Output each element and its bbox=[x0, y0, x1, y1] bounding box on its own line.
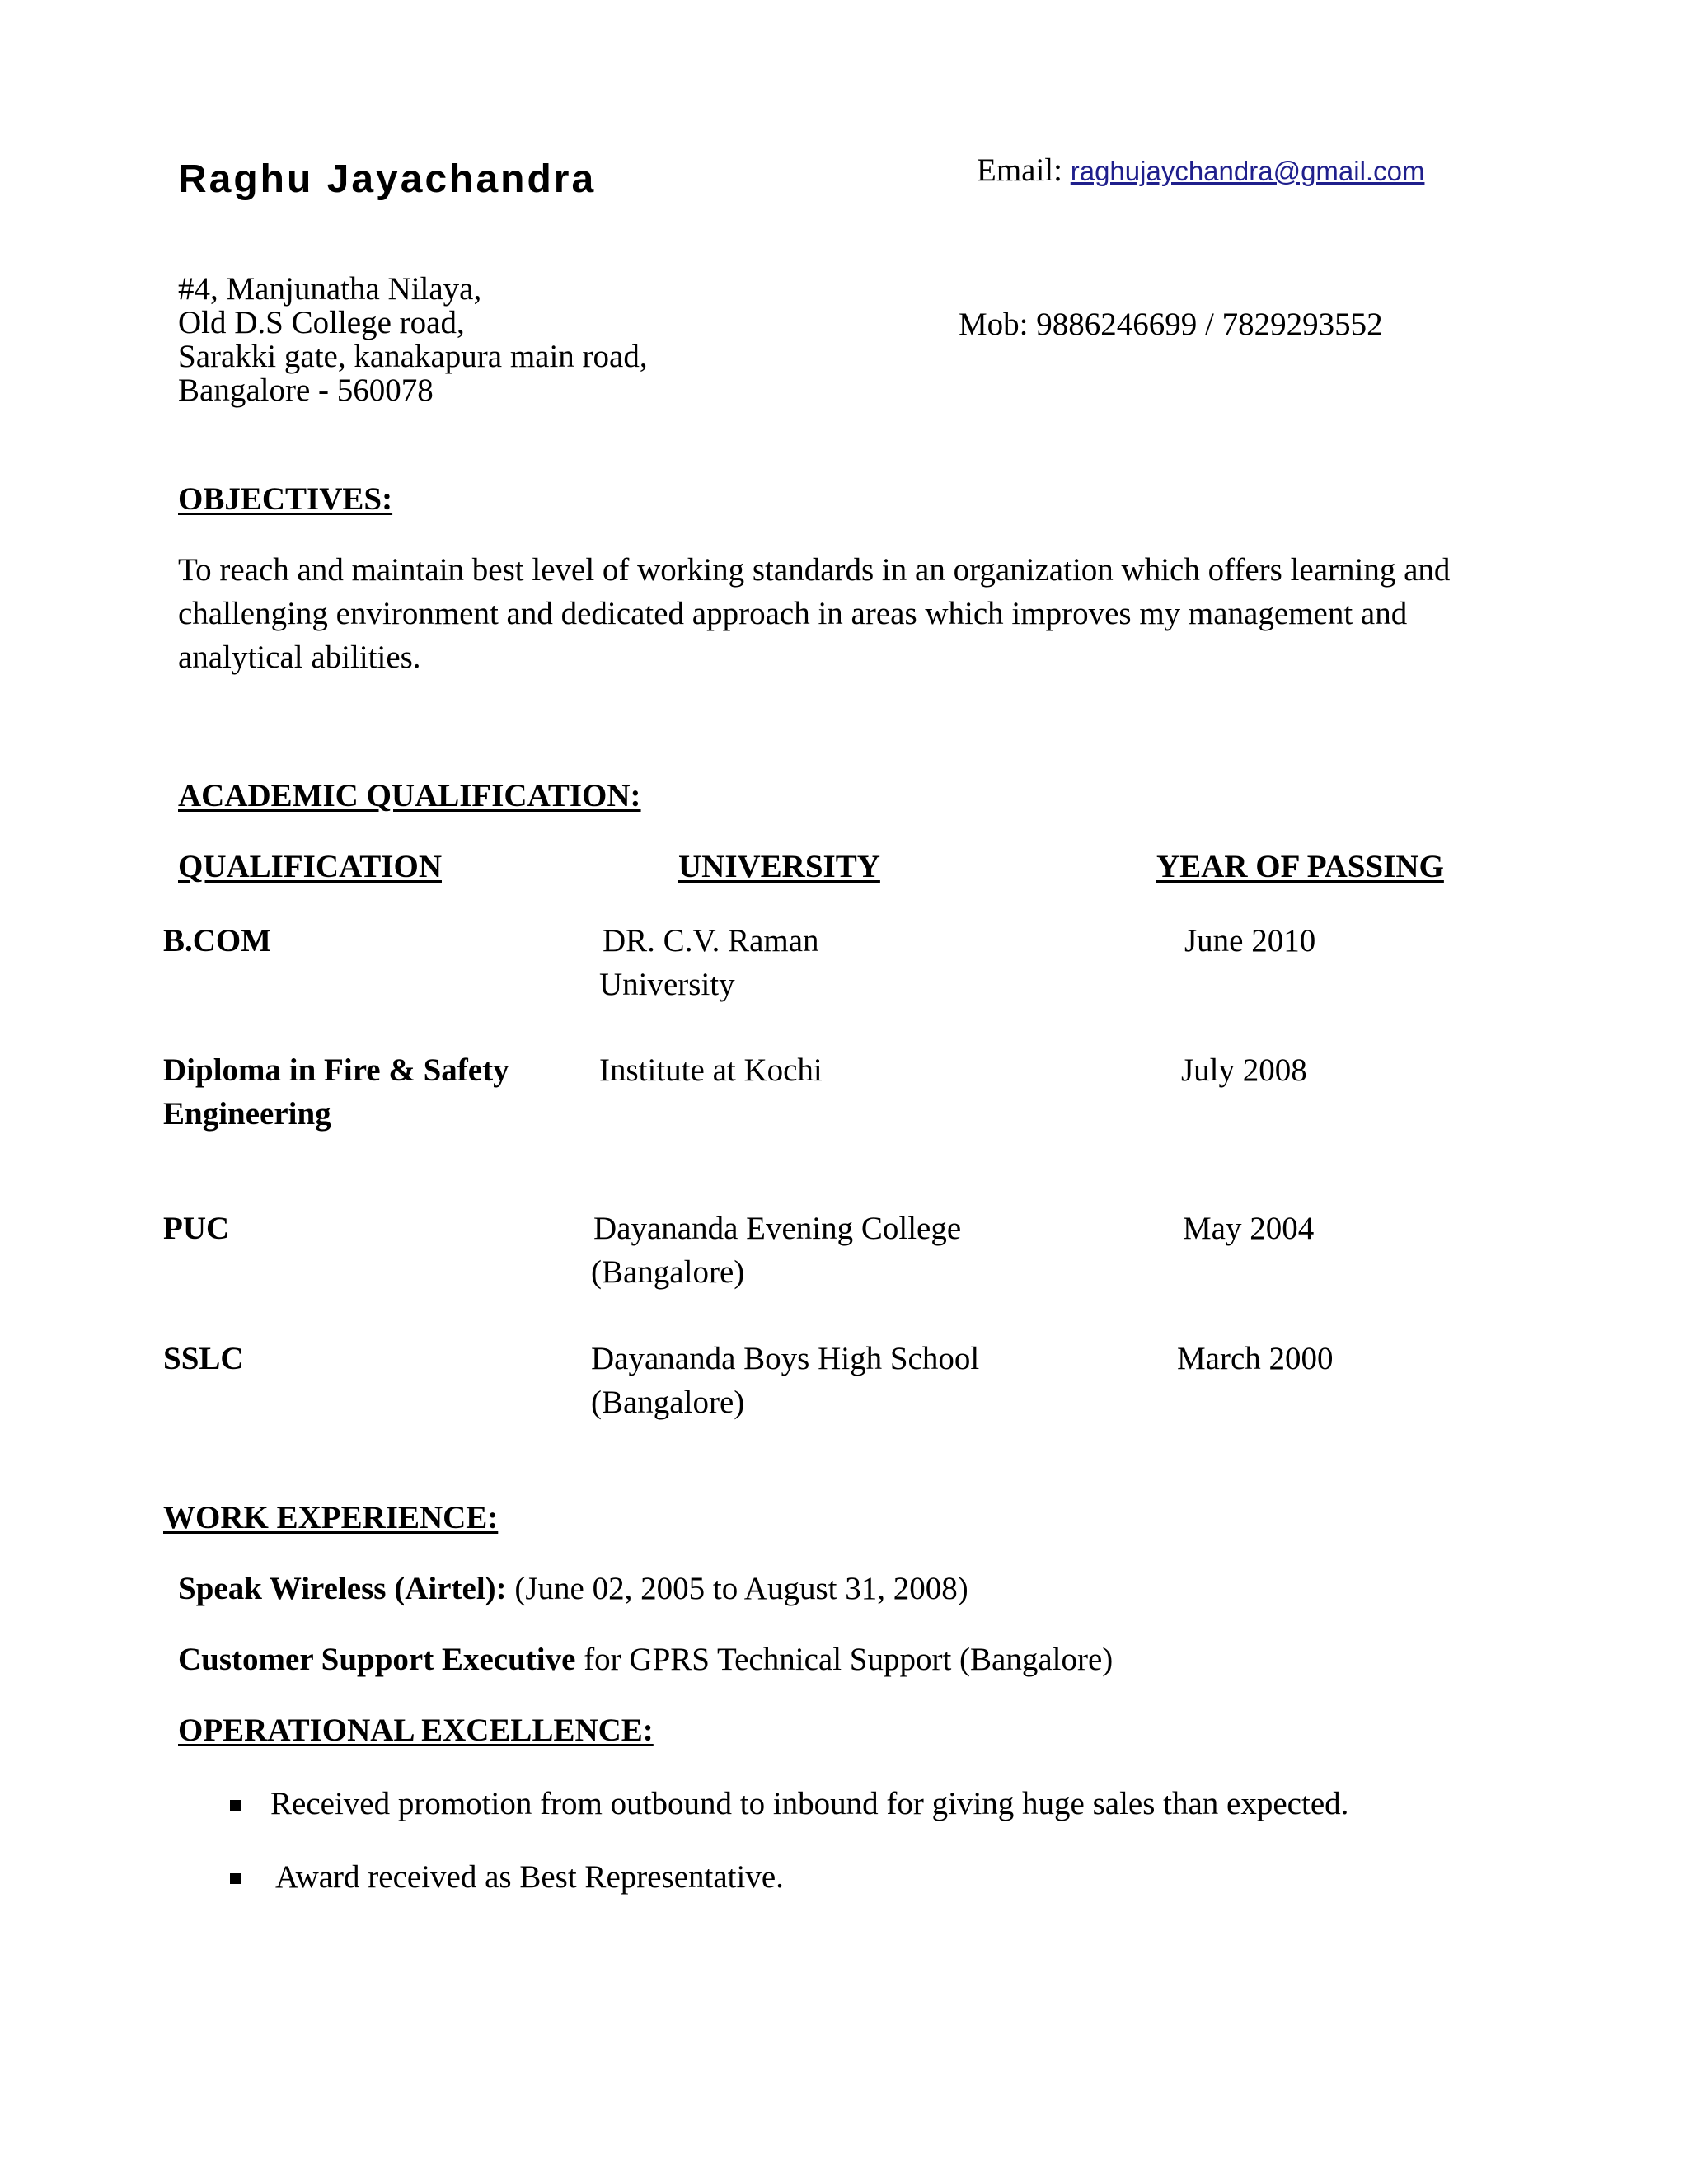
employer-name: Speak Wireless (Airtel): bbox=[178, 1571, 507, 1606]
university-line: University bbox=[599, 967, 735, 1002]
year-cell: May 2004 bbox=[1183, 1211, 1315, 1246]
role-line bbox=[178, 1641, 1113, 1678]
bullet-square-icon bbox=[230, 1800, 241, 1811]
qualification-cell bbox=[163, 1337, 244, 1380]
operational-excellence-heading: OPERATIONAL EXCELLENCE: bbox=[178, 1713, 654, 1748]
university-line: DR. C.V. Raman bbox=[603, 923, 819, 958]
year-cell: March 2000 bbox=[1177, 1341, 1334, 1376]
mobile-numbers: Mob: 9886246699 / 7829293552 bbox=[959, 307, 1383, 342]
address-line: #4, Manjunatha Nilaya, bbox=[178, 271, 482, 307]
university-line: Institute at Kochi bbox=[599, 1052, 823, 1088]
achievement-item: Award received as Best Representative. bbox=[275, 1859, 784, 1895]
university-cell bbox=[591, 1207, 961, 1294]
university-cell bbox=[599, 1048, 823, 1092]
university-cell bbox=[599, 919, 819, 1006]
objective-line: challenging environment and dedicated approach in areas which improves my management and bbox=[178, 596, 1408, 631]
role-title: Customer Support Executive bbox=[178, 1642, 576, 1677]
address-line: Bangalore - 560078 bbox=[178, 373, 434, 408]
achievement-item: Received promotion from outbound to inbound for giving huge sales than expected. bbox=[270, 1786, 1349, 1821]
qualification-line: B.COM bbox=[163, 923, 272, 958]
column-header-qualification: QUALIFICATION bbox=[178, 849, 442, 884]
employer-line bbox=[178, 1570, 968, 1607]
university-line: Dayananda Boys High School bbox=[591, 1341, 980, 1376]
column-header-university: UNIVERSITY bbox=[678, 849, 880, 884]
role-detail: for GPRS Technical Support (Bangalore) bbox=[575, 1642, 1114, 1677]
qualification-line: Diploma in Fire & Safety bbox=[163, 1052, 509, 1088]
objectives-text bbox=[178, 548, 1530, 679]
year-cell: June 2010 bbox=[1184, 923, 1316, 958]
university-line: (Bangalore) bbox=[591, 1254, 745, 1290]
qualification-line: Engineering bbox=[163, 1096, 331, 1132]
address-line: Sarakki gate, kanakapura main road, bbox=[178, 339, 648, 374]
email-link[interactable]: raghujaychandra@gmail.com bbox=[1070, 156, 1425, 186]
column-header-year: YEAR OF PASSING bbox=[1156, 849, 1444, 884]
candidate-name: Raghu Jayachandra bbox=[178, 157, 597, 201]
work-experience-heading: WORK EXPERIENCE: bbox=[163, 1500, 499, 1535]
year-cell: July 2008 bbox=[1181, 1052, 1307, 1088]
qualification-line: SSLC bbox=[163, 1341, 244, 1376]
address-line: Old D.S College road, bbox=[178, 305, 465, 340]
university-line: (Bangalore) bbox=[591, 1385, 745, 1420]
bullet-square-icon bbox=[230, 1873, 241, 1884]
employment-period: (June 02, 2005 to August 31, 2008) bbox=[506, 1571, 968, 1606]
university-line: Dayananda Evening College bbox=[593, 1211, 962, 1246]
qualification-cell bbox=[163, 919, 271, 963]
objective-line: To reach and maintain best level of working standards in an organization which offers learning and bbox=[178, 552, 1451, 588]
email-label: Email: bbox=[977, 152, 1062, 188]
university-cell bbox=[591, 1337, 979, 1424]
objective-line: analytical abilities. bbox=[178, 640, 421, 675]
academic-heading: ACADEMIC QUALIFICATION: bbox=[178, 778, 641, 813]
postal-address bbox=[178, 272, 648, 407]
qualification-cell bbox=[163, 1207, 229, 1250]
objectives-heading: OBJECTIVES: bbox=[178, 481, 393, 517]
qualification-line: PUC bbox=[163, 1211, 230, 1246]
qualification-cell bbox=[163, 1048, 509, 1136]
email-row bbox=[977, 152, 1424, 189]
